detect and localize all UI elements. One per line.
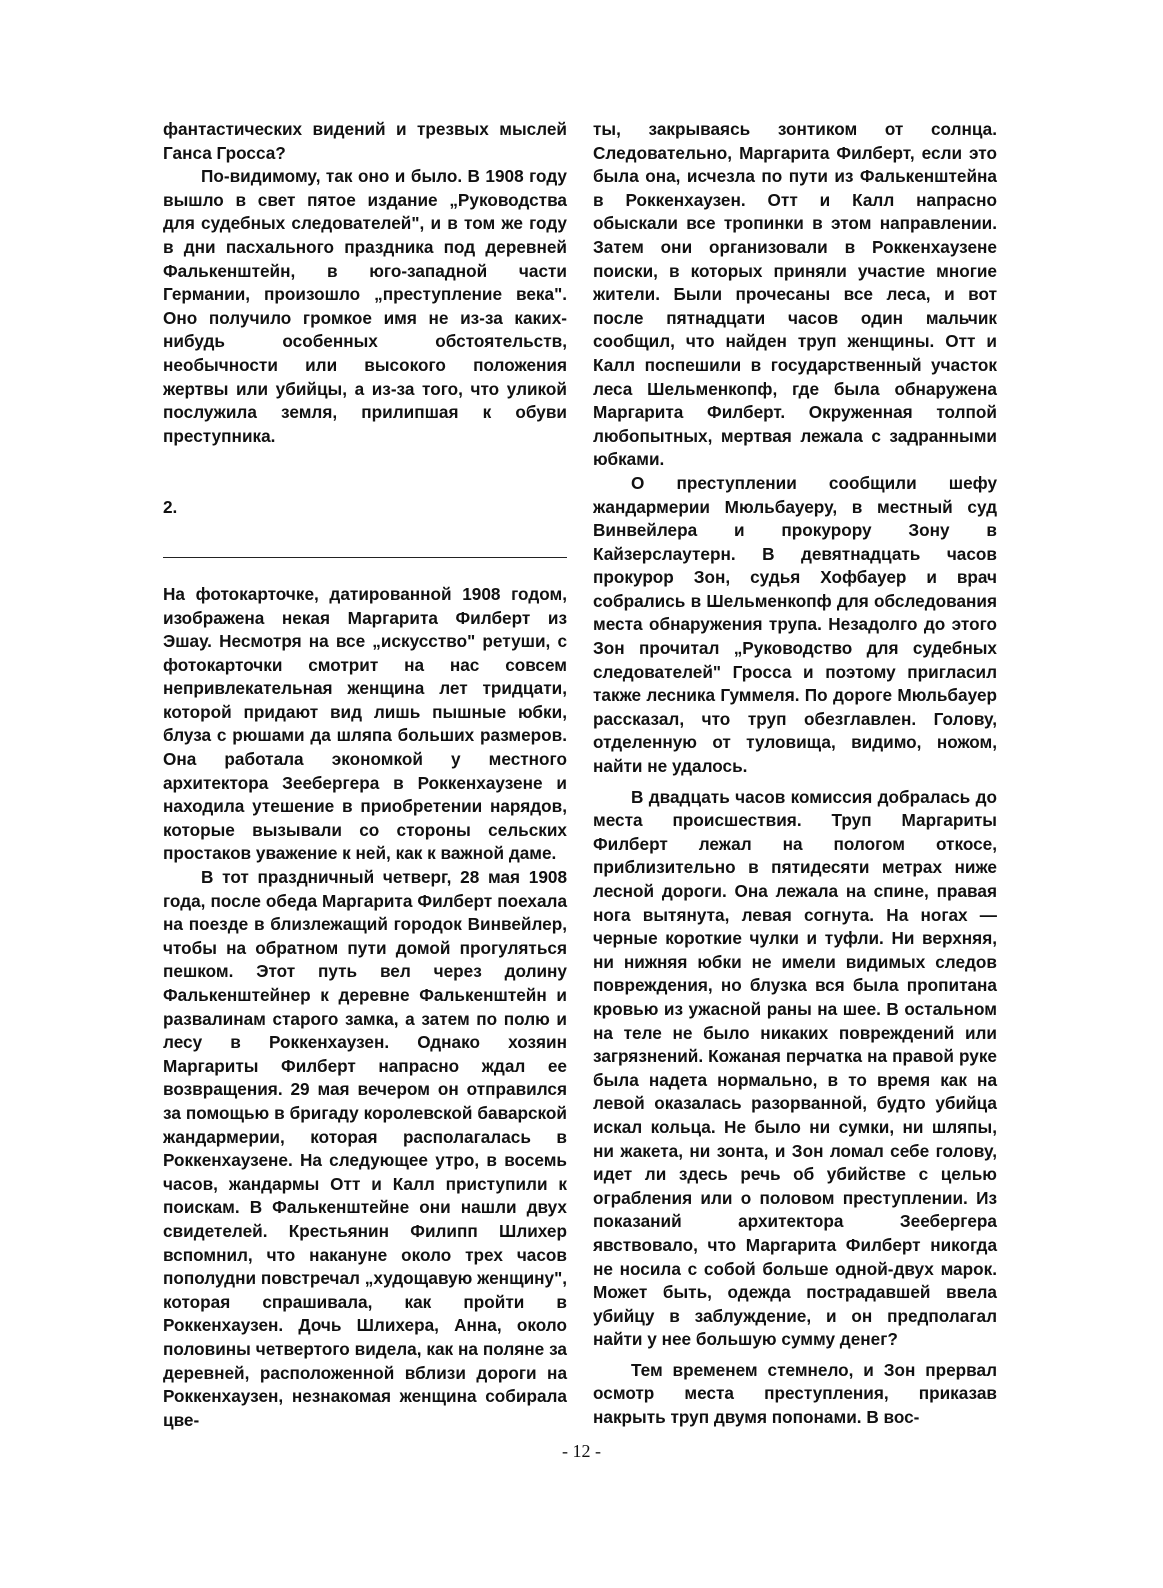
spacer [163, 448, 567, 496]
paragraph: ты, закрываясь зонтиком от солнца. Следовательно, Маргарита Филберт, если это была она, исчезла по пути из Фалькенштейна в Роккенхаузен. Отт и Калл напрасно обыскали все тропинки в этом направлении. Затем они организовали в Роккенхаузене поиски, в которых приняли участие многие жители. Были прочесаны все леса, и вот после пятнадцати часов один мальчик сообщил, что найден труп женщины. Отт и Калл поспешили в государственный участок леса Шельменкопф, где была обнаружена Маргарита Филберт. Окруженная толпой любопытных, мертвая лежала с задранными юбками. [593, 119, 997, 470]
paragraph: Тем временем стемнело, и Зон прервал осмотр места преступления, приказав накрыть труп двумя попонами. В вос- [593, 1359, 997, 1428]
paragraph: В тот праздничный четверг, 28 мая 1908 года, после обеда Маргарита Филберт поехала на поезде в близлежащий городок Винвейлер, чтобы на обратном пути домой прогуляться пешком. Этот путь вел через долину Фалькенштейнер к деревне Фалькенштейн и развалинам старого замка, а затем по полю и лесу в Роккенхаузен. Однако хозяин Маргариты Филберт напрасно ждал ее возвращения. 29 мая вечером он отправился за помощью в бригаду королевской баварской жандармерии, которая располагалась в Роккенхаузене. На следующее утро, в восемь часов, жандармы Отт и Калл приступили к поискам. В Фалькенштейне они нашли двух свидетелей. Крестьянин Филипп Шлихер вспомнил, что накануне около трех часов пополудни повстречал „худощавую женщину", которая спрашивала, как пройти в Роккенхаузен. Дочь Шлихера, Анна, около половины четвертого видела, как на поляне за деревней, расположенной вблизи дороги на Роккенхаузен, незнакомая женщина собирала цве- [163, 867, 567, 1430]
paragraph: фантастических видений и трезвых мыслей Ганса Гросса? [163, 119, 567, 163]
right-column [593, 118, 997, 1430]
paragraph: О преступлении сообщили шефу жандармерии Мюльбауеру, в местный суд Винвейлера и прокурору Зону в Кайзерслаутерн. В девятнадцать часов прокурор Зон, судья Хофбауер и врач собрались в Шельменкопф для обследования места обнаружения трупа. Незадолго до этого Зон прочитал „Руководство для судебных следователей" Гросса и поэтому пригласил также лесника Гуммеля. По дороге Мюльбауер рассказал, что труп обезглавлен. Голову, отделенную от туловища, видимо, ножом, найти не удалось. [593, 472, 997, 777]
paragraph: По-видимому, так оно и было. В 1908 году вышло в свет пятое издание „Руководства для судебных следователей", и в том же году в дни пасхального праздника под деревней Фалькенштейн, в юго-западной части Германии, произошло „преступление века". Оно получило громкое имя не из-за каких-нибудь особенных обстоятельств, необычности или высокого положения жертвы или убийцы, а из-за того, что уликой послужила земля, прилипшая к обуви преступника. [163, 166, 567, 446]
section-divider [163, 557, 567, 558]
section-number: 2. [163, 497, 178, 518]
page-number: - 12 - [562, 1441, 601, 1461]
left-column [163, 118, 567, 1432]
paragraph: В двадцать часов комиссия добралась до места происшествия. Труп Маргариты Филберт лежал на пологом откосе, приблизительно в пятидесяти метрах ниже лесной дороги. Она лежала на спине, правая нога вытянута, левая согнута. На ногах — черные короткие чулки и туфли. Ни верхняя, ни нижняя юбки не имели видимых следов повреждения, но блузка вся была пропитана кровью из ужасной раны на шее. В остальном на теле не было никаких повреждений или загрязнений. Кожаная перчатка на правой руке была надета нормально, в то время как на левой оказалась разорванной, будто убийца искал кольца. Не было ни сумки, ни шляпы, ни жакета, ни зонта, и Зон ломал себе голову, идет ли здесь речь об убийстве с целью ограбления или о половом преступлении. Из показаний архитектора Зеебергера явствовало, что Маргарита Филберт никогда не носила с собой больше одной-двух марок. Может быть, одежда пострадавшей ввела убийцу в заблуждение, и он предполагал найти у нее большую сумму денег? [593, 786, 997, 1350]
paragraph: На фотокарточке, датированной 1908 годом, изображена некая Маргарита Филберт из Эшау. Несмотря на все „искусство" ретуши, с фотокарточки смотрит на нас совсем непривлекательная женщина лет тридцати, которой придают вид лишь пышные юбки, блуза с рюшами да шляпа больших размеров. Она работала экономкой у местного архитектора Зеебергера в Роккенхаузене и находила утешение в приобретении нарядов, которые вызывали со стороны сельских простаков уважение к ней, как к важной даме. [163, 583, 567, 864]
